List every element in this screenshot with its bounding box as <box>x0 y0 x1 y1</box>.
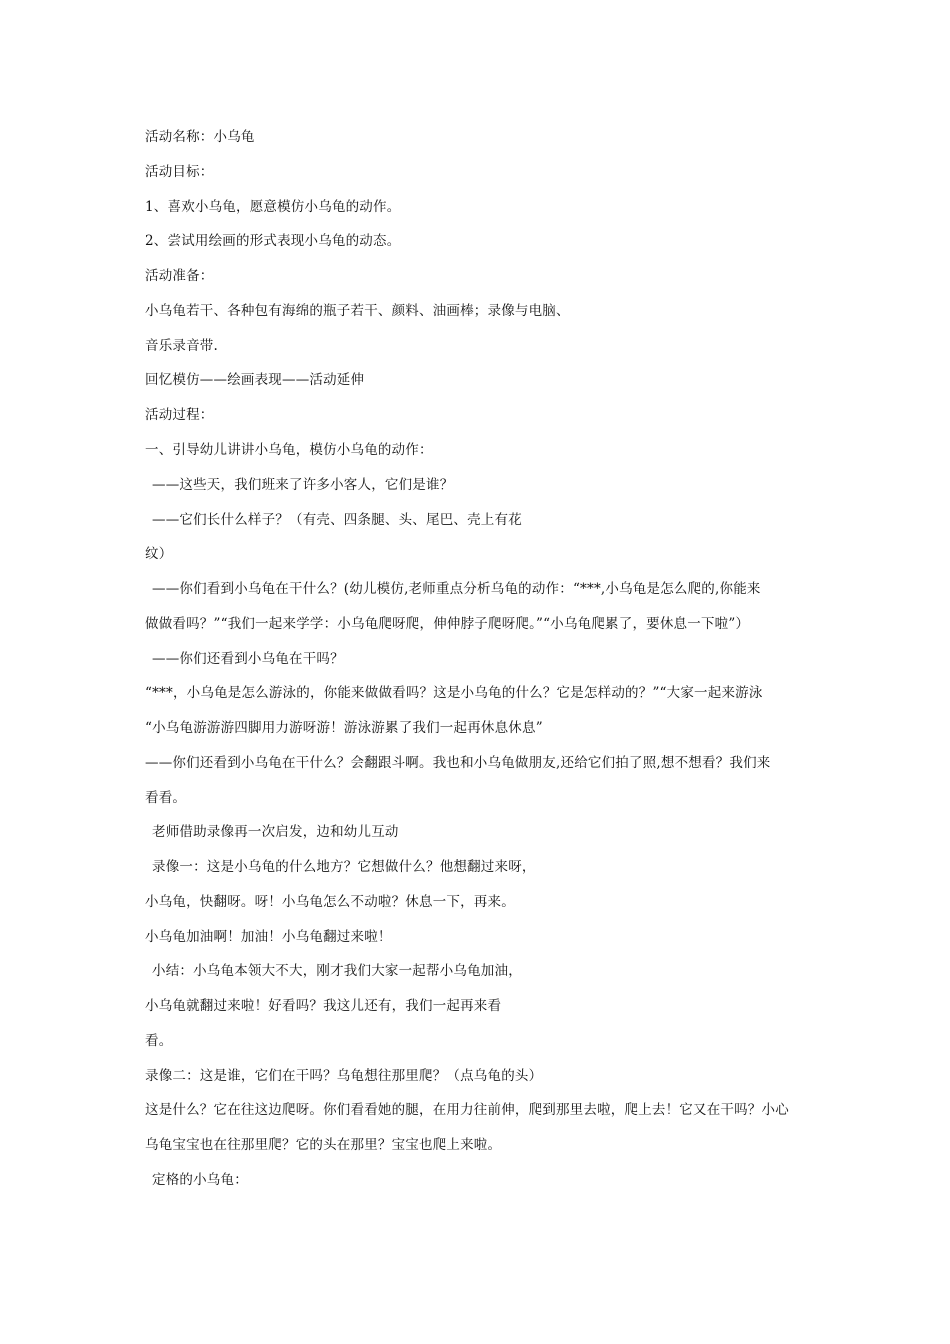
step-1-heading: 一、引导幼儿讲讲小乌龟，模仿小乌龟的动作： <box>145 442 433 458</box>
video-2-line: 乌龟宝宝也在往那里爬？它的头在那里？宝宝也爬上来啦。 <box>145 1137 502 1153</box>
activity-name: 活动名称：小乌龟 <box>145 129 255 145</box>
dialogue-line: ——你们看到小乌龟在干什么？(幼儿模仿,老师重点分析乌龟的动作：“***,小乌龟是怎么爬的,你能来 <box>152 581 761 597</box>
summary-line: 小乌龟就翻过来啦！好看吗？我这儿还有，我们一起再来看 <box>145 998 502 1014</box>
video-1-line: 录像一：这是小乌龟的什么地方？它想做什么？他想翻过来呀， <box>152 859 536 875</box>
video-2-line: 录像二：这是谁，它们在干吗？乌龟想往那里爬？（点乌龟的头） <box>145 1068 543 1084</box>
dialogue-line: ——你们还看到小乌龟在干吗？ <box>152 651 344 667</box>
freeze-frame-heading: 定格的小乌龟： <box>152 1172 248 1188</box>
video-1-line: 小乌龟加油啊！加油！小乌龟翻过来啦！ <box>145 929 392 945</box>
dialogue-line: ——它们长什么样子？（有壳、四条腿、头、尾巴、壳上有花 <box>152 512 522 528</box>
summary-line: 小结：小乌龟本领大不大，刚才我们大家一起帮小乌龟加油， <box>152 963 522 979</box>
preparation-line-2: 音乐录音带. <box>145 338 218 354</box>
video-intro: 老师借助录像再一次启发，边和幼儿互动 <box>152 824 399 840</box>
dialogue-line: 做做看吗？”“我们一起来学学：小乌龟爬呀爬，伸伸脖子爬呀爬。”“小乌龟爬累了，要休息一下啦”） <box>145 616 750 632</box>
preparation-line-1: 小乌龟若干、各种包有海绵的瓶子若干、颜料、油画棒；录像与电脑、 <box>145 303 570 319</box>
process-heading: 活动过程： <box>145 407 214 423</box>
dialogue-line: ——你们还看到小乌龟在干什么？会翻跟斗啊。我也和小乌龟做朋友,还给它们拍了照,想不想看？我们来 <box>145 755 771 771</box>
goals-heading: 活动目标： <box>145 164 214 180</box>
dialogue-line: ——这些天，我们班来了许多小客人，它们是谁？ <box>152 477 454 493</box>
preparation-heading: 活动准备： <box>145 268 214 284</box>
video-2-line: 这是什么？它在往这边爬呀。你们看看她的腿，在用力往前伸，爬到那里去啦，爬上去！它又在干吗？小心 <box>145 1102 789 1118</box>
goal-1: 1、喜欢小乌龟，愿意模仿小乌龟的动作。 <box>145 199 401 215</box>
process-outline: 回忆模仿——绘画表现——活动延伸 <box>145 372 365 388</box>
dialogue-line: “小乌龟游游游四脚用力游呀游！游泳游累了我们一起再休息休息” <box>145 720 543 736</box>
dialogue-line: “***，小乌龟是怎么游泳的，你能来做做看吗？这是小乌龟的什么？它是怎样动的？”“大家一起来游泳 <box>145 685 763 701</box>
goal-2: 2、尝试用绘画的形式表现小乌龟的动态。 <box>145 233 401 249</box>
summary-line: 看。 <box>145 1033 173 1049</box>
dialogue-line: 纹） <box>145 546 173 562</box>
dialogue-line: 看看。 <box>145 790 187 806</box>
video-1-line: 小乌龟，快翻呀。呀！小乌龟怎么不动啦？休息一下，再来。 <box>145 894 515 910</box>
